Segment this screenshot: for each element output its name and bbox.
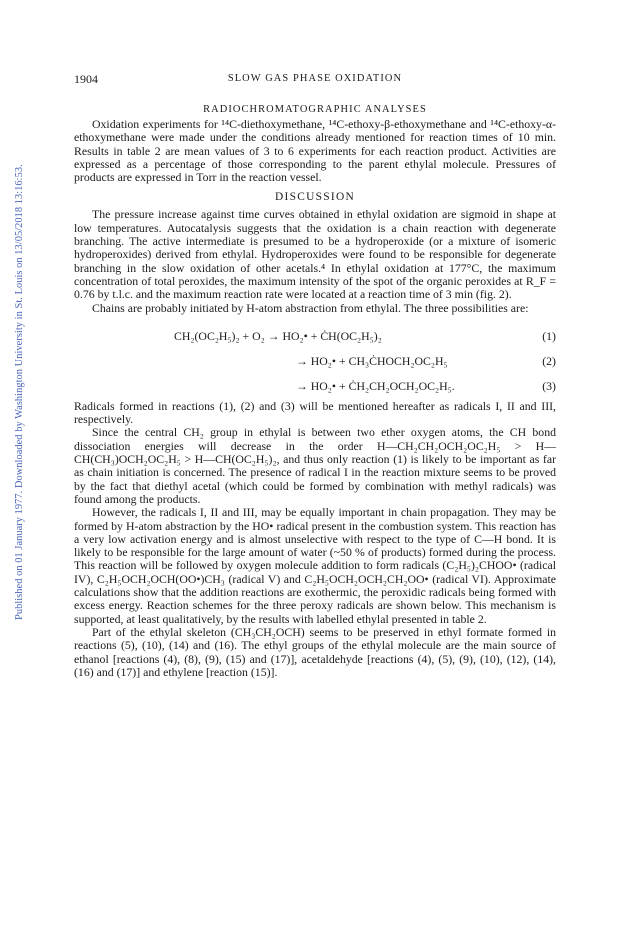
- running-title: SLOW GAS PHASE OXIDATION: [227, 73, 403, 84]
- download-watermark-text: Published on 01 January 1977. Downloaded by Washington University in St. Louis on 13/05/2018 13:16:53.: [14, 164, 25, 620]
- paragraph: Since the central CH₂ group in ethylal is between two ether oxygen atoms, the CH bond dissociation energies will decrease in the order H—CH₂CH₂OCH₂OC₂H₅ > H—CH(CH₃)OCH₂OC₂H₅ > H—CH(OC₂H₅)₂, and thus only reaction (1) is likely to be important as far as chain initiation is concerned. The presence of radical I in the reaction mixture seems to be proved by the fact that diethyl acetal (which could be formed by combination with methyl radicals) was found among the products.: [74, 425, 556, 506]
- paragraph: Oxidation experiments for ¹⁴C-diethoxymethane, ¹⁴C-ethoxy-β-ethoxymethane and ¹⁴C-ethoxy-α-ethoxymethane were made under the conditions already mentioned for reaction times of 10 min. Results in table 2 are mean values of 3 to 6 experiments for each reaction product. Activities are expressed as a percentage of those corresponding to the parent ethylal molecule. Pressures of products are expressed in Torr in the reaction vessel.: [74, 117, 556, 185]
- paragraph: Radicals formed in reactions (1), (2) and (3) will be mentioned hereafter as radicals I, II and III, respectively.: [74, 398, 556, 427]
- paragraph: The pressure increase against time curves obtained in ethylal oxidation are sigmoid in shape at low temperatures. Autocatalysis suggests that the oxidation is a chain reaction with degenerate branching. The active intermediate is presumed to be a hydroperoxide (or a mixture of isomeric hydroperoxides) derived from ethylal. Hydroperoxides were found to be responsible for degenerate branching in the slow oxidation of other acetals.⁴ In ethylal oxidation at 177°C, the maximum concentration of total peroxides, the maximum intensity of the spot of the organic peroxides at R_F = 0.76 by t.l.c. and the maximum reaction rate were located at a reaction time of 3 min (fig. 2).: [74, 207, 556, 302]
- paragraph: However, the radicals I, II and III, may be equally important in chain propagation. They may be formed by H-atom abstraction by the HO• radical present in the combustion system. This reaction has a very low activation energy and is almost unselective with respect to the type of C—H bond. It is likely to be responsible for the large amount of water (~50 % of products) formed during the process. This reaction will be followed by oxygen molecule addition to form radicals (C₂H₅)₂CHOO• (radical IV), C₂H₅OCH₂OCH(OO•)CH₃ (radical V) and C₂H₅OCH₂OCH₂CH₂OO• (radical VI). Approximate calculations show that the addition reactions are exothermic, the peroxidic radicals being formed with excess energy. Reaction schemes for the three peroxy radicals are shown below. This mechanism is supported, at least qualitatively, by the results with labelled ethylal presented in table 2.: [74, 505, 556, 626]
- equation-number: (2): [542, 353, 556, 368]
- equation-formula: → HO₂• + ĊH₂CH₂OCH₂OC₂H₅.: [296, 378, 455, 393]
- download-watermark: [2, 40, 25, 620]
- paragraph: Part of the ethylal skeleton (CH₃CH₂OCH) seems to be preserved in ethyl formate formed in reactions (5), (10), (14) and (16). The ethyl groups of the ethylal molecule are the main source of ethanol [reactions (4), (8), (9), (15) and (17)], acetaldehyde [reactions (4), (5), (9), (10), (12), (14), (16) and (17)] and ethylene [reaction (15)].: [74, 624, 556, 679]
- equation-block: [74, 321, 556, 396]
- equation: [74, 346, 556, 371]
- section-title-radiochromatographic: RADIOCHROMATOGRAPHIC ANALYSES: [203, 104, 427, 115]
- article-page: [74, 72, 556, 679]
- equation-formula: CH₂(OC₂H₅)₂ + O₂ → HO₂• + ĊH(OC₂H₅)₂: [174, 328, 382, 343]
- equation: [74, 321, 556, 346]
- page-header: [74, 72, 556, 94]
- page-number: 1904: [74, 72, 98, 86]
- section-title-discussion: DISCUSSION: [274, 191, 356, 204]
- paragraph: Chains are probably initiated by H-atom abstraction from ethylal. The three possibilities are:: [92, 300, 529, 315]
- equation-formula: → HO₂• + CH₃ĊHOCH₂OC₂H₅: [296, 353, 448, 368]
- equation-number: (3): [542, 378, 556, 393]
- equation-number: (1): [542, 328, 556, 343]
- equation: [74, 371, 556, 396]
